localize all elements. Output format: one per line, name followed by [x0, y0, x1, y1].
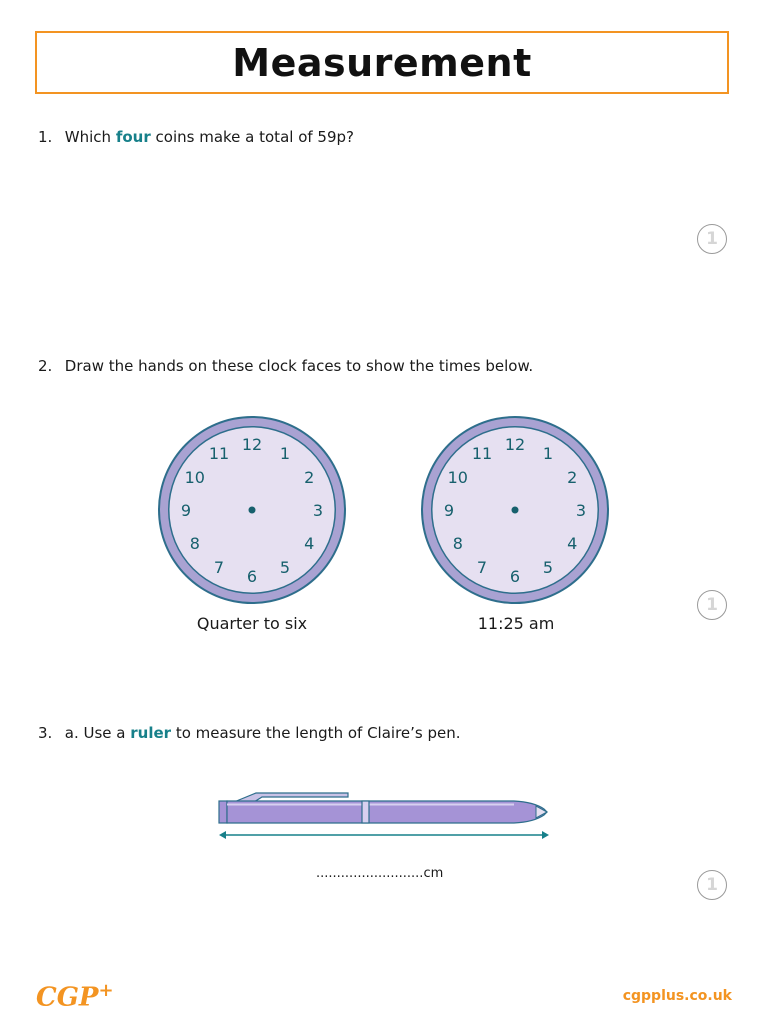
clock-number: 1: [279, 443, 291, 463]
clock-number: 8: [452, 534, 463, 553]
logo-text: CGP: [36, 982, 99, 1013]
clock-centre-dot: [512, 507, 519, 514]
question-number: 2.: [38, 357, 53, 375]
question-number: 1.: [38, 128, 53, 146]
clock-face-1[interactable]: [153, 416, 351, 608]
clock-centre-dot: [249, 507, 256, 514]
marks-value: 1: [706, 229, 718, 249]
clock-number: 9: [443, 501, 455, 520]
clock-caption-2: 11:25 am: [477, 614, 555, 633]
answer-dots: ..........................: [316, 866, 424, 881]
clock-number: 5: [542, 558, 554, 578]
clock-number: 2: [567, 468, 578, 487]
answer-line[interactable]: [316, 866, 443, 881]
cgp-logo[interactable]: [36, 980, 114, 1013]
question-text-post: coins make a total of 59p?: [155, 128, 354, 146]
question-2: [38, 357, 533, 375]
clock-number: 10: [447, 468, 468, 487]
marks-value: 1: [706, 595, 718, 615]
question-emphasis: ruler: [130, 724, 172, 742]
page-title: Measurement: [232, 40, 532, 85]
clock-number: 6: [509, 567, 521, 586]
clock-caption-1: Quarter to six: [196, 614, 308, 633]
clock-number: 4: [567, 534, 578, 553]
marks-circle-1: [697, 224, 727, 254]
clock-number: 1: [542, 443, 554, 463]
question-text: Draw the hands on these clock faces to show the times below.: [64, 357, 534, 375]
clock-number: 3: [312, 501, 324, 520]
clock-number: 4: [304, 534, 315, 553]
marks-circle-3: [697, 870, 727, 900]
pen-illustration: [214, 790, 554, 844]
clock-number: 7: [476, 558, 488, 578]
clock-number: 11: [208, 443, 230, 463]
clock-face-2[interactable]: [416, 416, 614, 608]
clock-number: 5: [279, 558, 291, 578]
clock-number: 6: [246, 567, 258, 586]
question-emphasis: four: [115, 128, 151, 146]
clock-number: 8: [189, 534, 200, 553]
clock-number: 10: [184, 468, 205, 487]
clock-number: 2: [304, 468, 315, 487]
question-text-pre: Which: [64, 128, 112, 146]
clock-number: 7: [213, 558, 225, 578]
question-3: [38, 724, 461, 742]
clock-number: 9: [180, 501, 192, 520]
clock-number: 11: [471, 443, 493, 463]
clock-number: 12: [241, 435, 263, 454]
marks-value: 1: [706, 875, 718, 895]
clock-number: 12: [504, 435, 526, 454]
logo-plus: +: [98, 980, 114, 1001]
question-text-pre: a. Use a: [64, 724, 126, 742]
question-1: [38, 128, 354, 146]
question-number: 3.: [38, 724, 53, 742]
question-text-post: to measure the length of Claire’s pen.: [175, 724, 461, 742]
marks-circle-2: [697, 590, 727, 620]
title-box: [35, 31, 729, 94]
answer-unit: cm: [423, 866, 444, 881]
footer-url[interactable]: cgpplus.co.uk: [622, 988, 732, 1004]
clock-number: 3: [575, 501, 587, 520]
